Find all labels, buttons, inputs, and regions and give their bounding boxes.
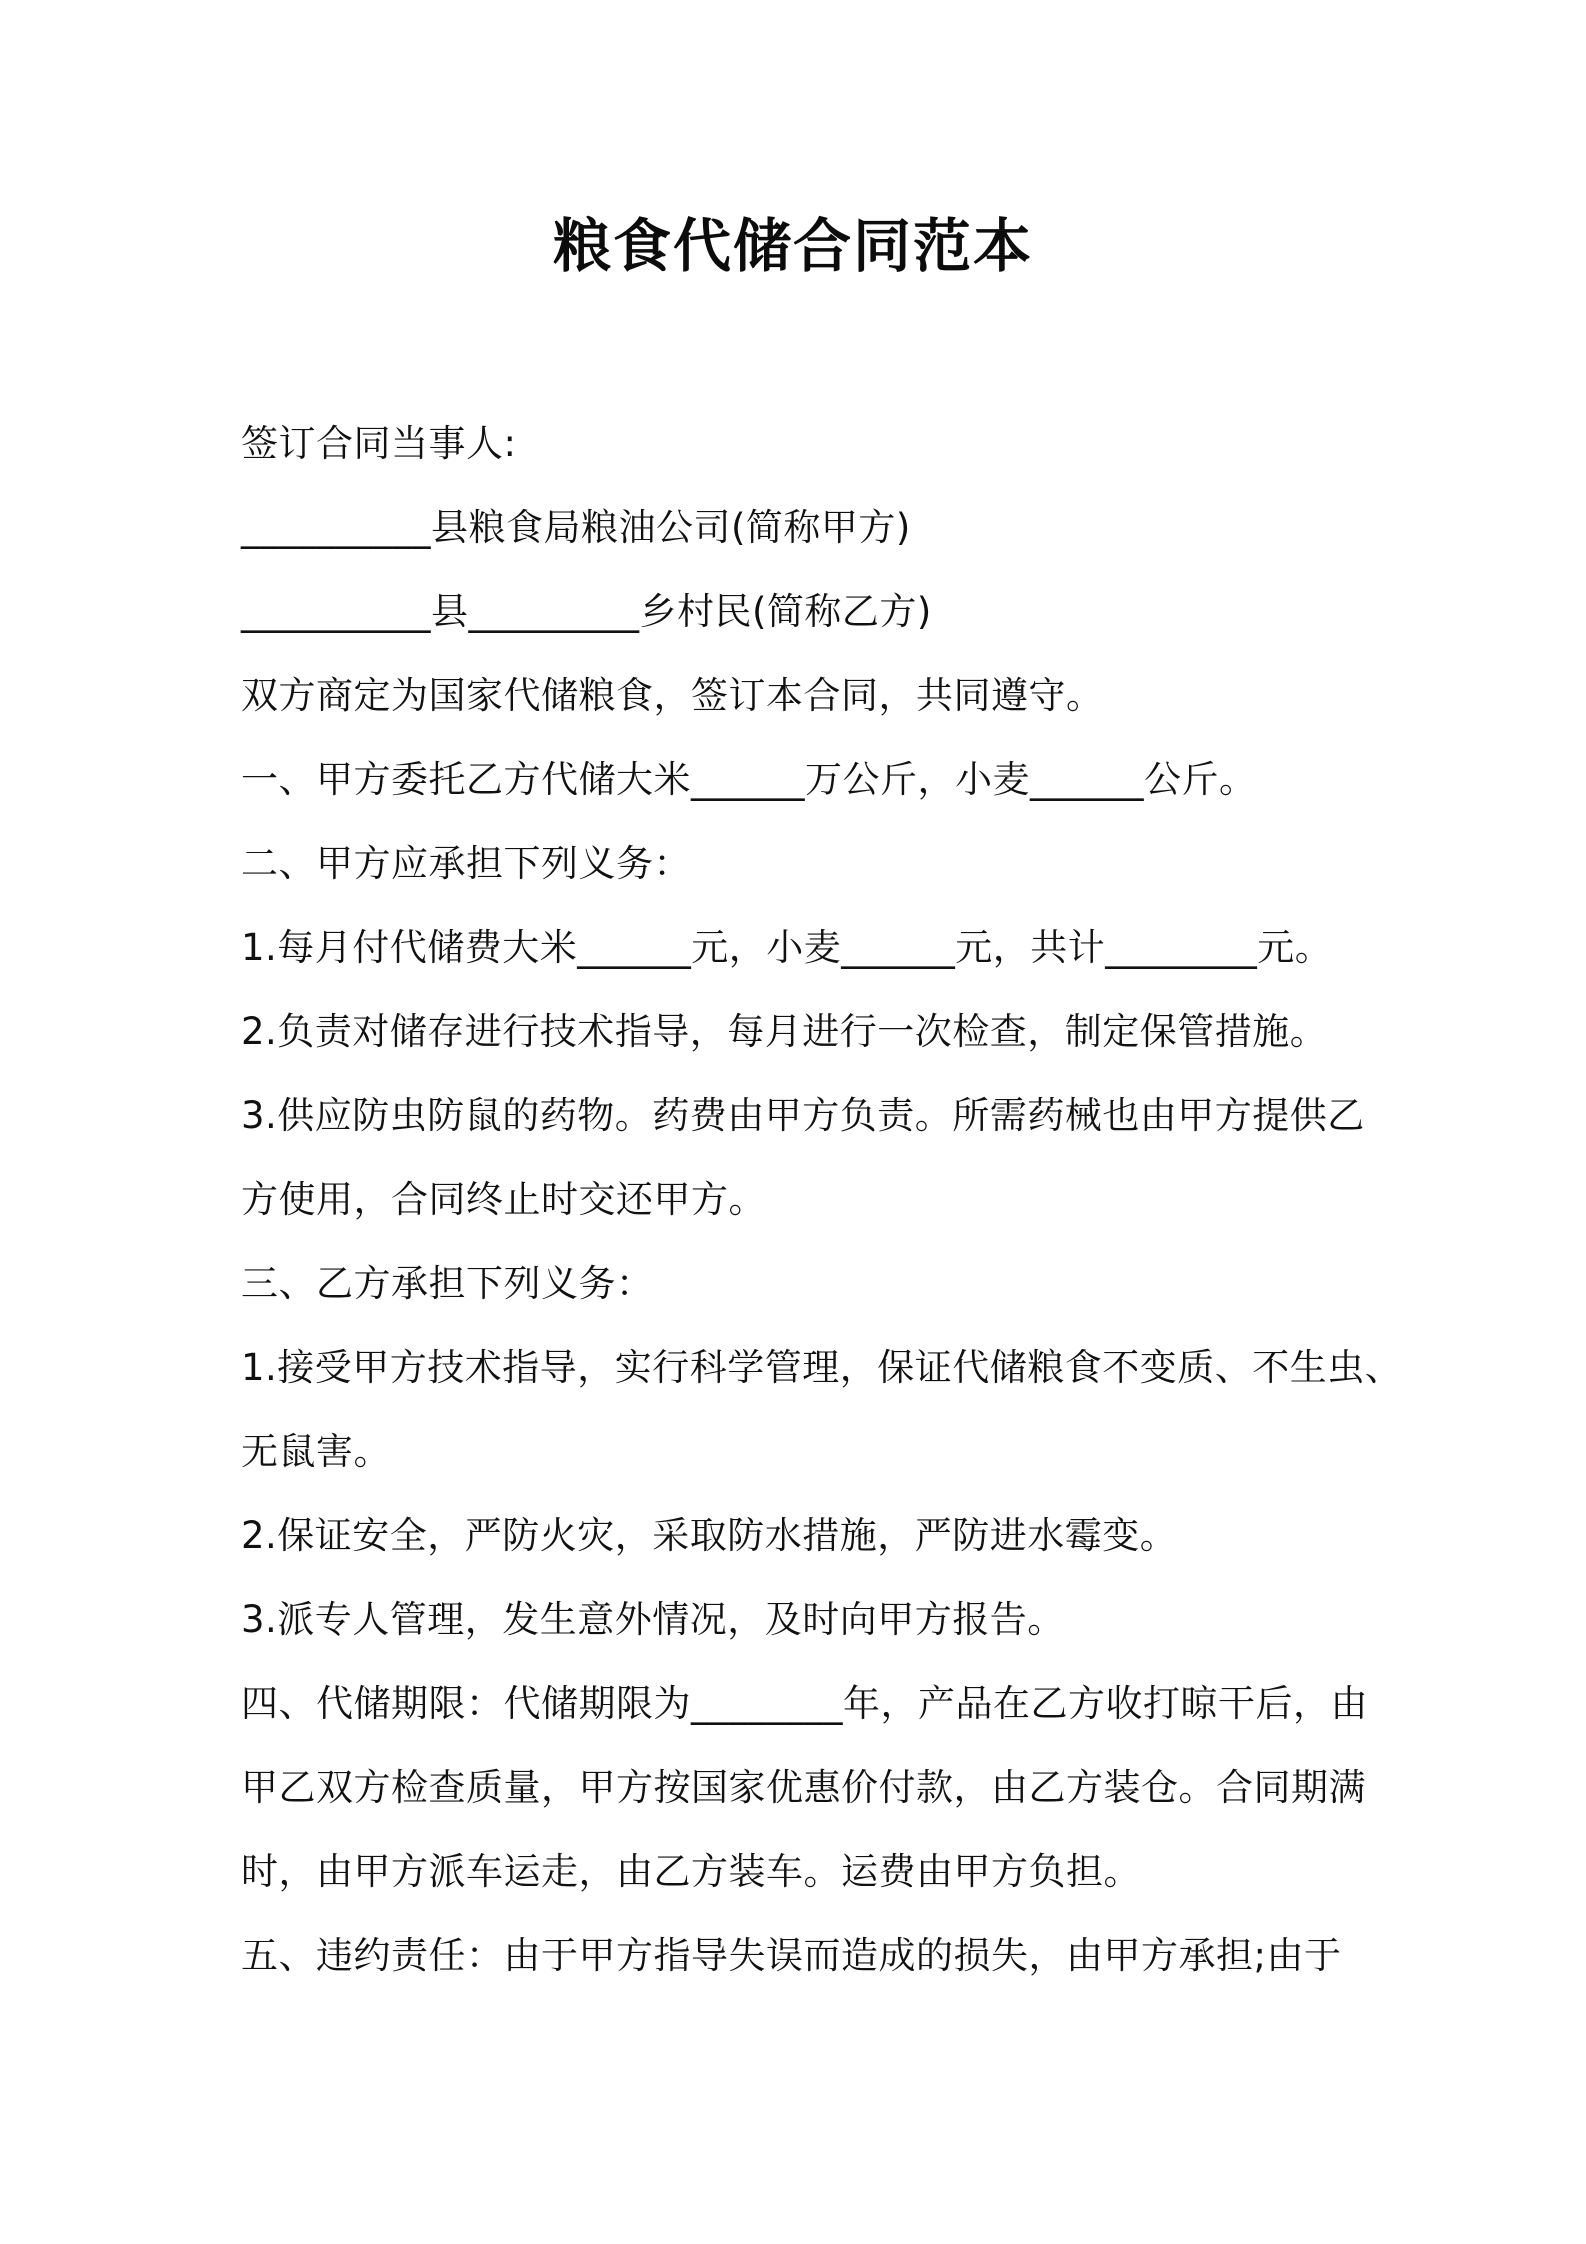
clause-2-item-2: 2.负责对储存进行技术指导，每月进行一次检查，制定保管措施。 — [241, 1010, 1328, 1053]
document-title: 粮食代储合同范本 — [552, 212, 1033, 280]
clause-4-line-b: 甲乙双方检查质量，甲方按国家优惠价付款，由乙方装仓。合同期满 — [241, 1766, 1366, 1809]
clause-4-line-a: 四、代储期限：代储期限为________年，产品在乙方收打晾干后，由 — [241, 1682, 1368, 1725]
clause-1-line: 一、甲方委托乙方代储大米______万公斤，小麦______公斤。 — [241, 758, 1257, 801]
clause-2-item-3b: 方使用，合同终止时交还甲方。 — [241, 1178, 766, 1221]
clause-4-line-c: 时，由甲方派车运走，由乙方装车。运费由甲方负担。 — [241, 1850, 1141, 1893]
clause-3-item-1b: 无鼠害。 — [241, 1430, 391, 1473]
clause-3-heading: 三、乙方承担下列义务： — [241, 1262, 654, 1305]
party-b-line: __________县_________乡村民(简称乙方) — [241, 590, 932, 633]
clause-5-line-a: 五、违约责任：由于甲方指导失误而造成的损失，由甲方承担;由于 — [241, 1934, 1342, 1977]
clause-3-item-2: 2.保证安全，严防火灾，采取防水措施，严防进水霉变。 — [241, 1514, 1178, 1557]
clause-3-item-3: 3.派专人管理，发生意外情况，及时向甲方报告。 — [241, 1598, 1065, 1641]
preamble-line: 双方商定为国家代储粮食，签订本合同，共同遵守。 — [241, 674, 1104, 717]
clause-2-heading: 二、甲方应承担下列义务： — [241, 842, 691, 885]
clause-3-item-1a: 1.接受甲方技术指导，实行科学管理，保证代储粮食不变质、不生虫、 — [241, 1346, 1403, 1389]
parties-heading: 签订合同当事人: — [241, 422, 517, 465]
clause-2-item-1: 1.每月付代储费大米______元，小麦______元，共计________元。 — [241, 926, 1333, 969]
party-a-line: __________县粮食局粮油公司(简称甲方) — [241, 506, 911, 549]
contract-body — [241, 402, 1403, 1998]
clause-2-item-3a: 3.供应防虫防鼠的药物。药费由甲方负责。所需药械也由甲方提供乙 — [241, 1094, 1365, 1137]
